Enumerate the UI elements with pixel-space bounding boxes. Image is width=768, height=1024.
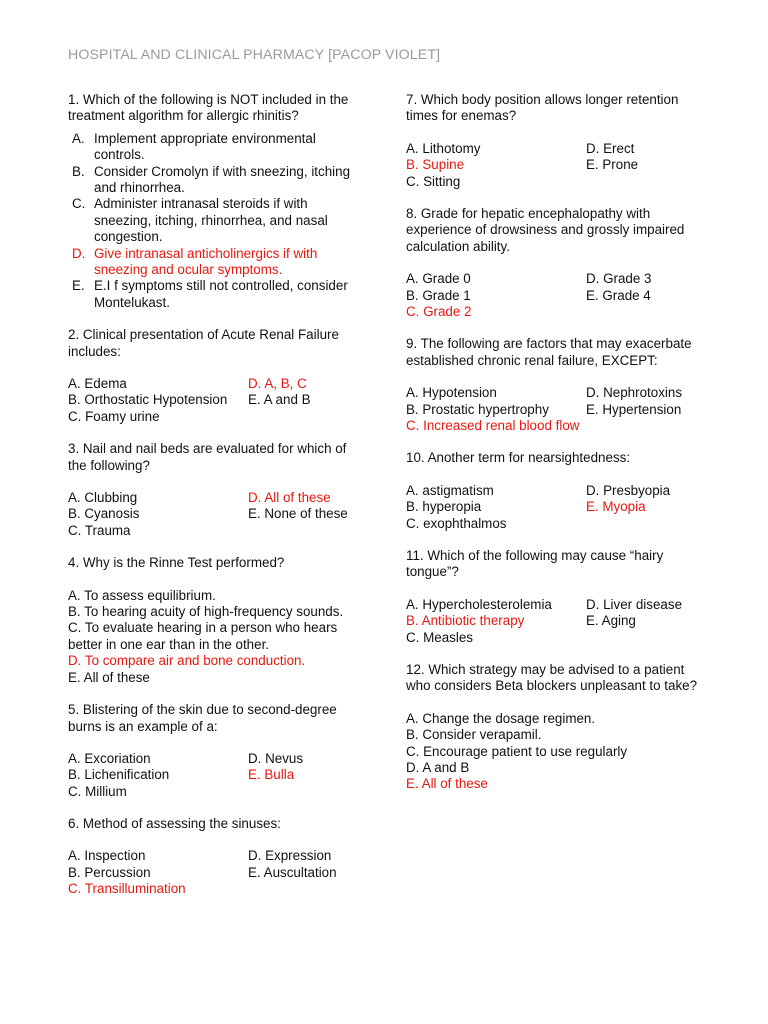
option-c: C. Measles — [406, 629, 473, 645]
question-5-text: 5. Blistering of the skin due to second-degree burns is an example of a: — [68, 702, 337, 734]
option-a: A. To assess equilibrium. — [68, 587, 216, 603]
option-e: E. Auscultation — [248, 864, 337, 880]
option-c: C. Sitting — [406, 173, 461, 189]
question-11-options — [406, 597, 706, 646]
question-3 — [68, 441, 368, 539]
question-6-options — [68, 848, 368, 897]
option-d: D. A and B — [406, 759, 470, 775]
option-c: C. Encourage patient to use regularly — [406, 743, 628, 759]
option-c: C. Trauma — [68, 522, 131, 538]
option-d: D. Expression — [248, 848, 332, 864]
question-3-text: 3. Nail and nail beds are evaluated for which of the following? — [68, 441, 347, 473]
question-10 — [406, 450, 706, 532]
option-b-answer: B. Supine — [406, 157, 465, 173]
question-4 — [68, 555, 368, 686]
option-c: C. To evaluate hearing in a person who hears better in one ear than in the other. — [68, 620, 338, 652]
question-6 — [68, 816, 368, 898]
option-d: D. Nevus — [248, 750, 304, 766]
option-d: D. Erect — [586, 140, 635, 156]
option-e: E. None of these — [248, 506, 348, 522]
question-1-options — [68, 131, 368, 311]
question-12-text: 12. Which strategy may be advised to a patient who considers Beta blockers unpleasant to take? — [406, 661, 698, 694]
left-column — [68, 92, 368, 914]
option-b: B. hyperopia — [406, 499, 482, 515]
option-a: A. astigmatism — [406, 482, 494, 498]
option-e: E. Aging — [586, 613, 636, 629]
option-a: A. Change the dosage regimen. — [406, 710, 596, 726]
question-8 — [406, 206, 706, 320]
question-5 — [68, 702, 368, 800]
option-b: B. Grade 1 — [406, 287, 471, 303]
option-e: E. Hypertension — [586, 401, 682, 417]
option-a: A. Inspection — [68, 848, 146, 864]
option-d: D. Grade 3 — [586, 271, 652, 287]
option-a: A. Edema — [68, 376, 127, 392]
option-e-answer: E. All of these — [406, 776, 488, 792]
question-11-text: 11. Which of the following may cause “hairy tongue”? — [406, 547, 664, 580]
option-c: C. Millium — [68, 783, 127, 799]
option-d: D. Presbyopia — [586, 482, 671, 498]
option-b: B. Cyanosis — [68, 506, 140, 522]
question-6-text: 6. Method of assessing the sinuses: — [68, 816, 281, 832]
option-c-answer: C. Grade 2 — [406, 303, 472, 319]
option-b: B. Consider verapamil. — [406, 727, 542, 743]
question-2 — [68, 327, 368, 425]
question-12 — [406, 662, 706, 793]
question-1-text: 1. Which of the following is NOT included in the treatment algorithm for allergic rhinitis? — [68, 92, 349, 124]
option-c-answer: C. Transillumination — [68, 881, 186, 897]
question-11 — [406, 548, 706, 646]
option-e: E. E.I f symptoms still not controlled, consider Montelukast. — [72, 278, 348, 310]
option-e: E. All of these — [68, 669, 150, 685]
question-9-text: 9. The following are factors that may exacerbate established chronic renal failure, EXCEPT: — [406, 336, 692, 368]
option-d: D. Liver disease — [586, 596, 683, 612]
option-a: A. Excoriation — [68, 750, 151, 766]
option-d: D. Nephrotoxins — [586, 385, 683, 401]
option-e: E. Prone — [586, 157, 639, 173]
question-4-options — [68, 588, 368, 686]
option-a: A. Lithotomy — [406, 140, 481, 156]
question-2-text: 2. Clinical presentation of Acute Renal Failure includes: — [68, 327, 339, 359]
question-3-options — [68, 490, 368, 539]
option-b: B. Orthostatic Hypotension — [68, 392, 228, 408]
option-a: A. Clubbing — [68, 490, 138, 506]
option-d-answer: D. Give intranasal anticholinergics if with sneezing and ocular symptoms. — [72, 245, 318, 278]
question-2-options — [68, 376, 368, 425]
option-e: E. A and B — [248, 392, 311, 408]
option-d-answer: D. To compare air and bone conduction. — [68, 653, 306, 669]
option-e-answer: E. Myopia — [586, 499, 646, 515]
option-e: E. Grade 4 — [586, 287, 651, 303]
question-10-text: 10. Another term for nearsightedness: — [406, 450, 631, 466]
question-9-options — [406, 385, 706, 434]
option-d-answer: D. All of these — [248, 490, 331, 506]
option-a: A. Implement appropriate environmental controls. — [72, 130, 316, 163]
option-d-answer: D. A, B, C — [248, 376, 307, 392]
option-c: C. Foamy urine — [68, 408, 160, 424]
option-a: A. Hypercholesterolemia — [406, 596, 552, 612]
question-4-text: 4. Why is the Rinne Test performed? — [68, 555, 285, 571]
question-8-text: 8. Grade for hepatic encephalopathy with experience of drowsiness and grossly impaired calculation ability. — [406, 205, 685, 254]
option-b: B. Lichenification — [68, 767, 170, 783]
question-7-options — [406, 141, 706, 190]
document-header: HOSPITAL AND CLINICAL PHARMACY [PACOP VIOLET] — [68, 47, 441, 63]
question-10-options — [406, 483, 706, 532]
option-b: B. Prostatic hypertrophy — [406, 401, 549, 417]
question-12-options — [406, 711, 706, 793]
option-b: B. Percussion — [68, 864, 151, 880]
question-9 — [406, 336, 706, 434]
question-5-options — [68, 751, 368, 800]
question-8-options — [406, 271, 706, 320]
option-b-answer: B. Antibiotic therapy — [406, 613, 525, 629]
option-a: A. Hypotension — [406, 385, 497, 401]
option-b: B. To hearing acuity of high-frequency sounds. — [68, 604, 344, 620]
question-7-text: 7. Which body position allows longer retention times for enemas? — [406, 92, 679, 124]
option-c: C. Administer intranasal steroids if with sneezing, itching, rhinorrhea, and nasal congestion. — [72, 196, 328, 245]
option-a: A. Grade 0 — [406, 271, 471, 287]
option-c-answer: C. Increased renal blood flow — [406, 417, 580, 433]
question-7 — [406, 92, 706, 190]
option-b: B. Consider Cromolyn if with sneezing, itching and rhinorrhea. — [72, 163, 351, 196]
question-1 — [68, 92, 368, 311]
option-e-answer: E. Bulla — [248, 767, 295, 783]
option-c: C. exophthalmos — [406, 515, 507, 531]
right-column — [406, 92, 706, 809]
